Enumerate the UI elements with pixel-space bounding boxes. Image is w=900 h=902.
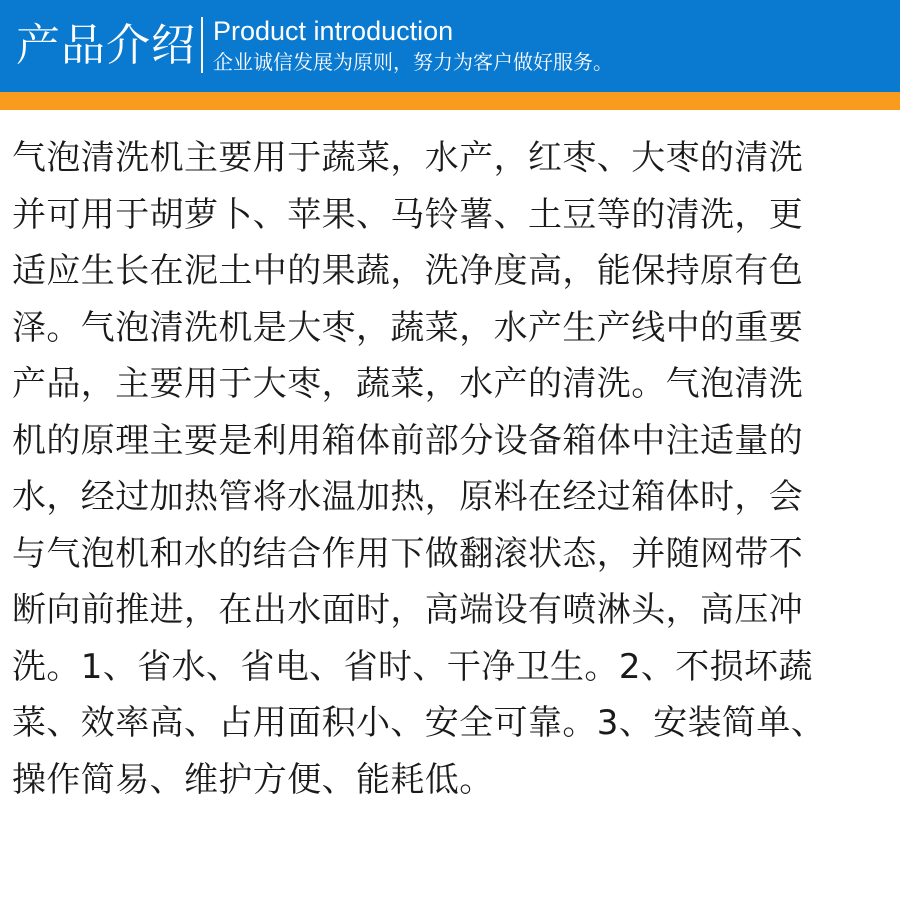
text-line: 适应生长在泥土中的果蔬，洗净度高，能保持原有色 <box>12 251 804 291</box>
text-line: 水，经过加热管将水温加热，原料在经过箱体时，会 <box>12 477 804 517</box>
text-line: 与气泡机和水的结合作用下做翻滚状态，并随网带不 <box>12 533 804 574</box>
text-line: 泽。气泡清洗机是大枣，蔬菜，水产生产线中的重要 <box>12 307 804 348</box>
text-line: 洗。1、省水、省电、省时、干净卫生。2、不损坏蔬 <box>12 646 813 687</box>
text-line: 机的原理主要是利用箱体前部分设备箱体中注适量的 <box>12 420 804 461</box>
header-subtitle-chinese: 企业诚信发展为原则，努力为客户做好服务。 <box>213 50 613 74</box>
accent-bar <box>0 92 900 110</box>
description-text <box>12 130 892 808</box>
text-line: 气泡清洗机主要用于蔬菜，水产，红枣、大枣的清洗 <box>12 138 804 178</box>
text-line: 菜、效率高、占用面积小、安全可靠。3、安装简单、 <box>12 703 826 743</box>
header-banner <box>0 0 900 92</box>
header-subtitle-english: Product introduction <box>213 16 454 46</box>
text-line: 并可用于胡萝卜、苹果、马铃薯、土豆等的清洗，更 <box>12 194 804 235</box>
text-line: 断向前推进，在出水面时，高端设有喷淋头，高压冲 <box>12 590 804 630</box>
text-line: 操作简易、维护方便、能耗低。 <box>12 759 494 800</box>
text-line: 产品，主要用于大枣，蔬菜，水产的清洗。气泡清洗 <box>12 364 804 404</box>
header-divider <box>201 17 203 73</box>
page-title: 产品介绍 <box>16 20 196 71</box>
